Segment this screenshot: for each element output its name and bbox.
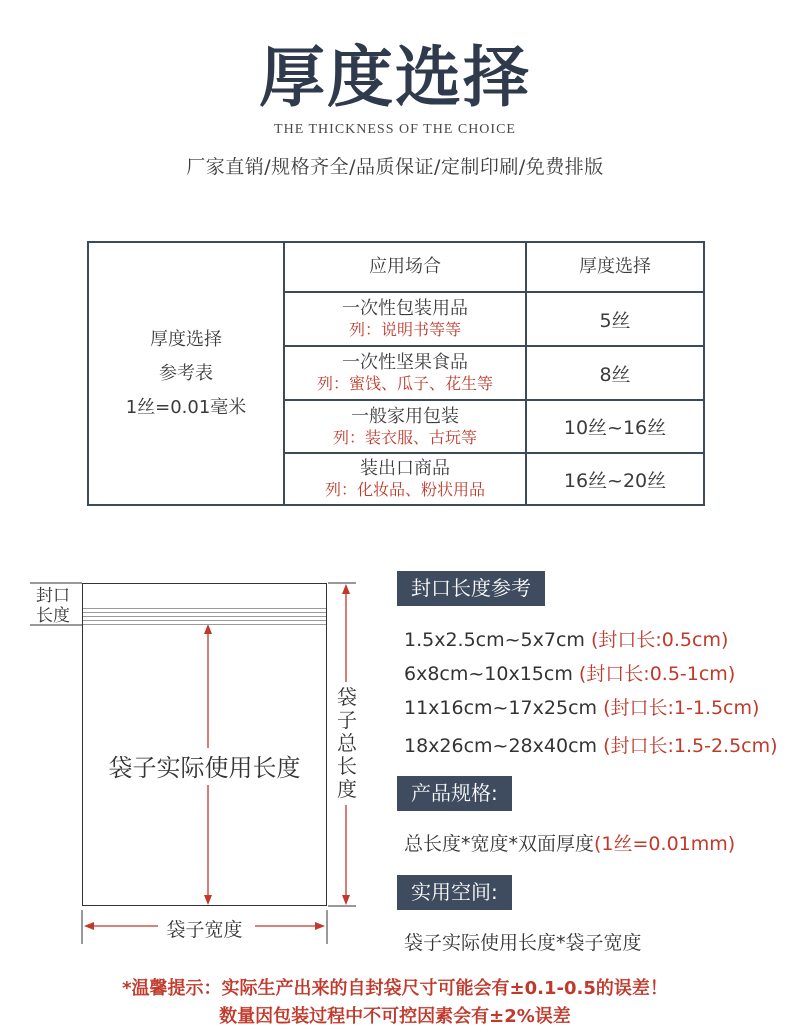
left-header-line1: 厚度选择	[150, 328, 222, 350]
seal-length-note: (封口长:1.5-2.5cm)	[603, 735, 778, 757]
column-header-application-label: 应用场合	[369, 256, 441, 277]
seal-length-note: (封口长:1-1.5cm)	[603, 697, 760, 719]
product-spec-badge: 产品规格:	[397, 776, 512, 811]
left-header-line2: 参考表	[159, 362, 213, 384]
total-length-char: 度	[337, 777, 357, 801]
total-length-char: 子	[337, 708, 357, 732]
size-range: 18x26cm~28x40cm	[404, 735, 604, 757]
total-length-label	[335, 686, 359, 801]
total-length-char: 长	[337, 754, 357, 778]
total-length-char: 总	[337, 731, 357, 755]
product-spec-text	[404, 829, 735, 856]
thickness-value: 8丝	[599, 363, 631, 386]
column-header-thickness-label: 厚度选择	[579, 256, 651, 277]
application-example: 列：蜜饯、瓜子、花生等	[316, 374, 493, 393]
seal-line	[83, 616, 326, 617]
application-example: 列：化妆品、粉状用品	[324, 480, 485, 499]
application-name: 一般家用包装	[351, 405, 459, 427]
seal-reference-item	[404, 659, 735, 686]
bag-outline	[82, 583, 327, 906]
bag-width-label: 袋子宽度	[166, 919, 243, 941]
seal-reference-badge: 封口长度参考	[397, 571, 545, 606]
spec-formula: 总长度*宽度*双面厚度	[404, 833, 595, 855]
seal-reference-item	[404, 731, 778, 758]
seal-line	[83, 620, 326, 621]
spec-unit-note: (1丝=0.01mm)	[594, 833, 736, 855]
total-length-char: 袋	[337, 685, 357, 709]
thickness-value: 10丝~16丝	[563, 417, 667, 439]
seal-line	[83, 608, 326, 609]
tolerance-note-2: 数量因包装过程中不可控因素会有±2%误差	[219, 1006, 571, 1027]
page-title: 厚度选择	[259, 39, 531, 116]
application-name: 一次性坚果食品	[342, 352, 468, 373]
english-subtitle: THE THICKNESS OF THE CHOICE	[274, 122, 516, 137]
application-name: 装出口商品	[360, 458, 450, 479]
seal-reference-item	[404, 693, 759, 720]
seal-length-label-2: 长度	[36, 606, 70, 626]
seal-line	[83, 624, 326, 625]
usable-space-text: 袋子实际使用长度*袋子宽度	[404, 932, 642, 954]
seal-length-label-1: 封口	[36, 586, 70, 606]
application-example: 列：装衣服、古玩等	[332, 427, 477, 447]
seal-length-note: (封口长:0.5-1cm)	[578, 663, 736, 685]
arrow-head-down	[342, 895, 350, 905]
seal-length-note: (封口长:0.5cm)	[590, 629, 729, 651]
thickness-value: 16丝~20丝	[563, 469, 667, 492]
tagline: 厂家直销/规格齐全/品质保证/定制印刷/免费排版	[186, 156, 604, 178]
application-example: 列：说明书等等	[348, 320, 461, 339]
thickness-value: 5丝	[599, 309, 631, 332]
application-name: 一次性包装用品	[342, 298, 468, 319]
size-range: 1.5x2.5cm~5x7cm	[404, 629, 591, 651]
usable-length-label: 袋子实际使用长度	[108, 754, 301, 782]
seal-reference-item	[404, 625, 728, 652]
size-range: 6x8cm~10x15cm	[404, 663, 579, 685]
usable-space-badge: 实用空间:	[397, 875, 512, 910]
tolerance-note-1: *温馨提示：实际生产出来的自封袋尺寸可能会有±0.1-0.5的误差！	[122, 978, 668, 999]
seal-line	[83, 612, 326, 613]
size-range: 11x16cm~17x25cm	[404, 697, 604, 719]
arrow-head-up	[342, 584, 350, 594]
left-header-line3: 1丝=0.01毫米	[125, 396, 247, 418]
